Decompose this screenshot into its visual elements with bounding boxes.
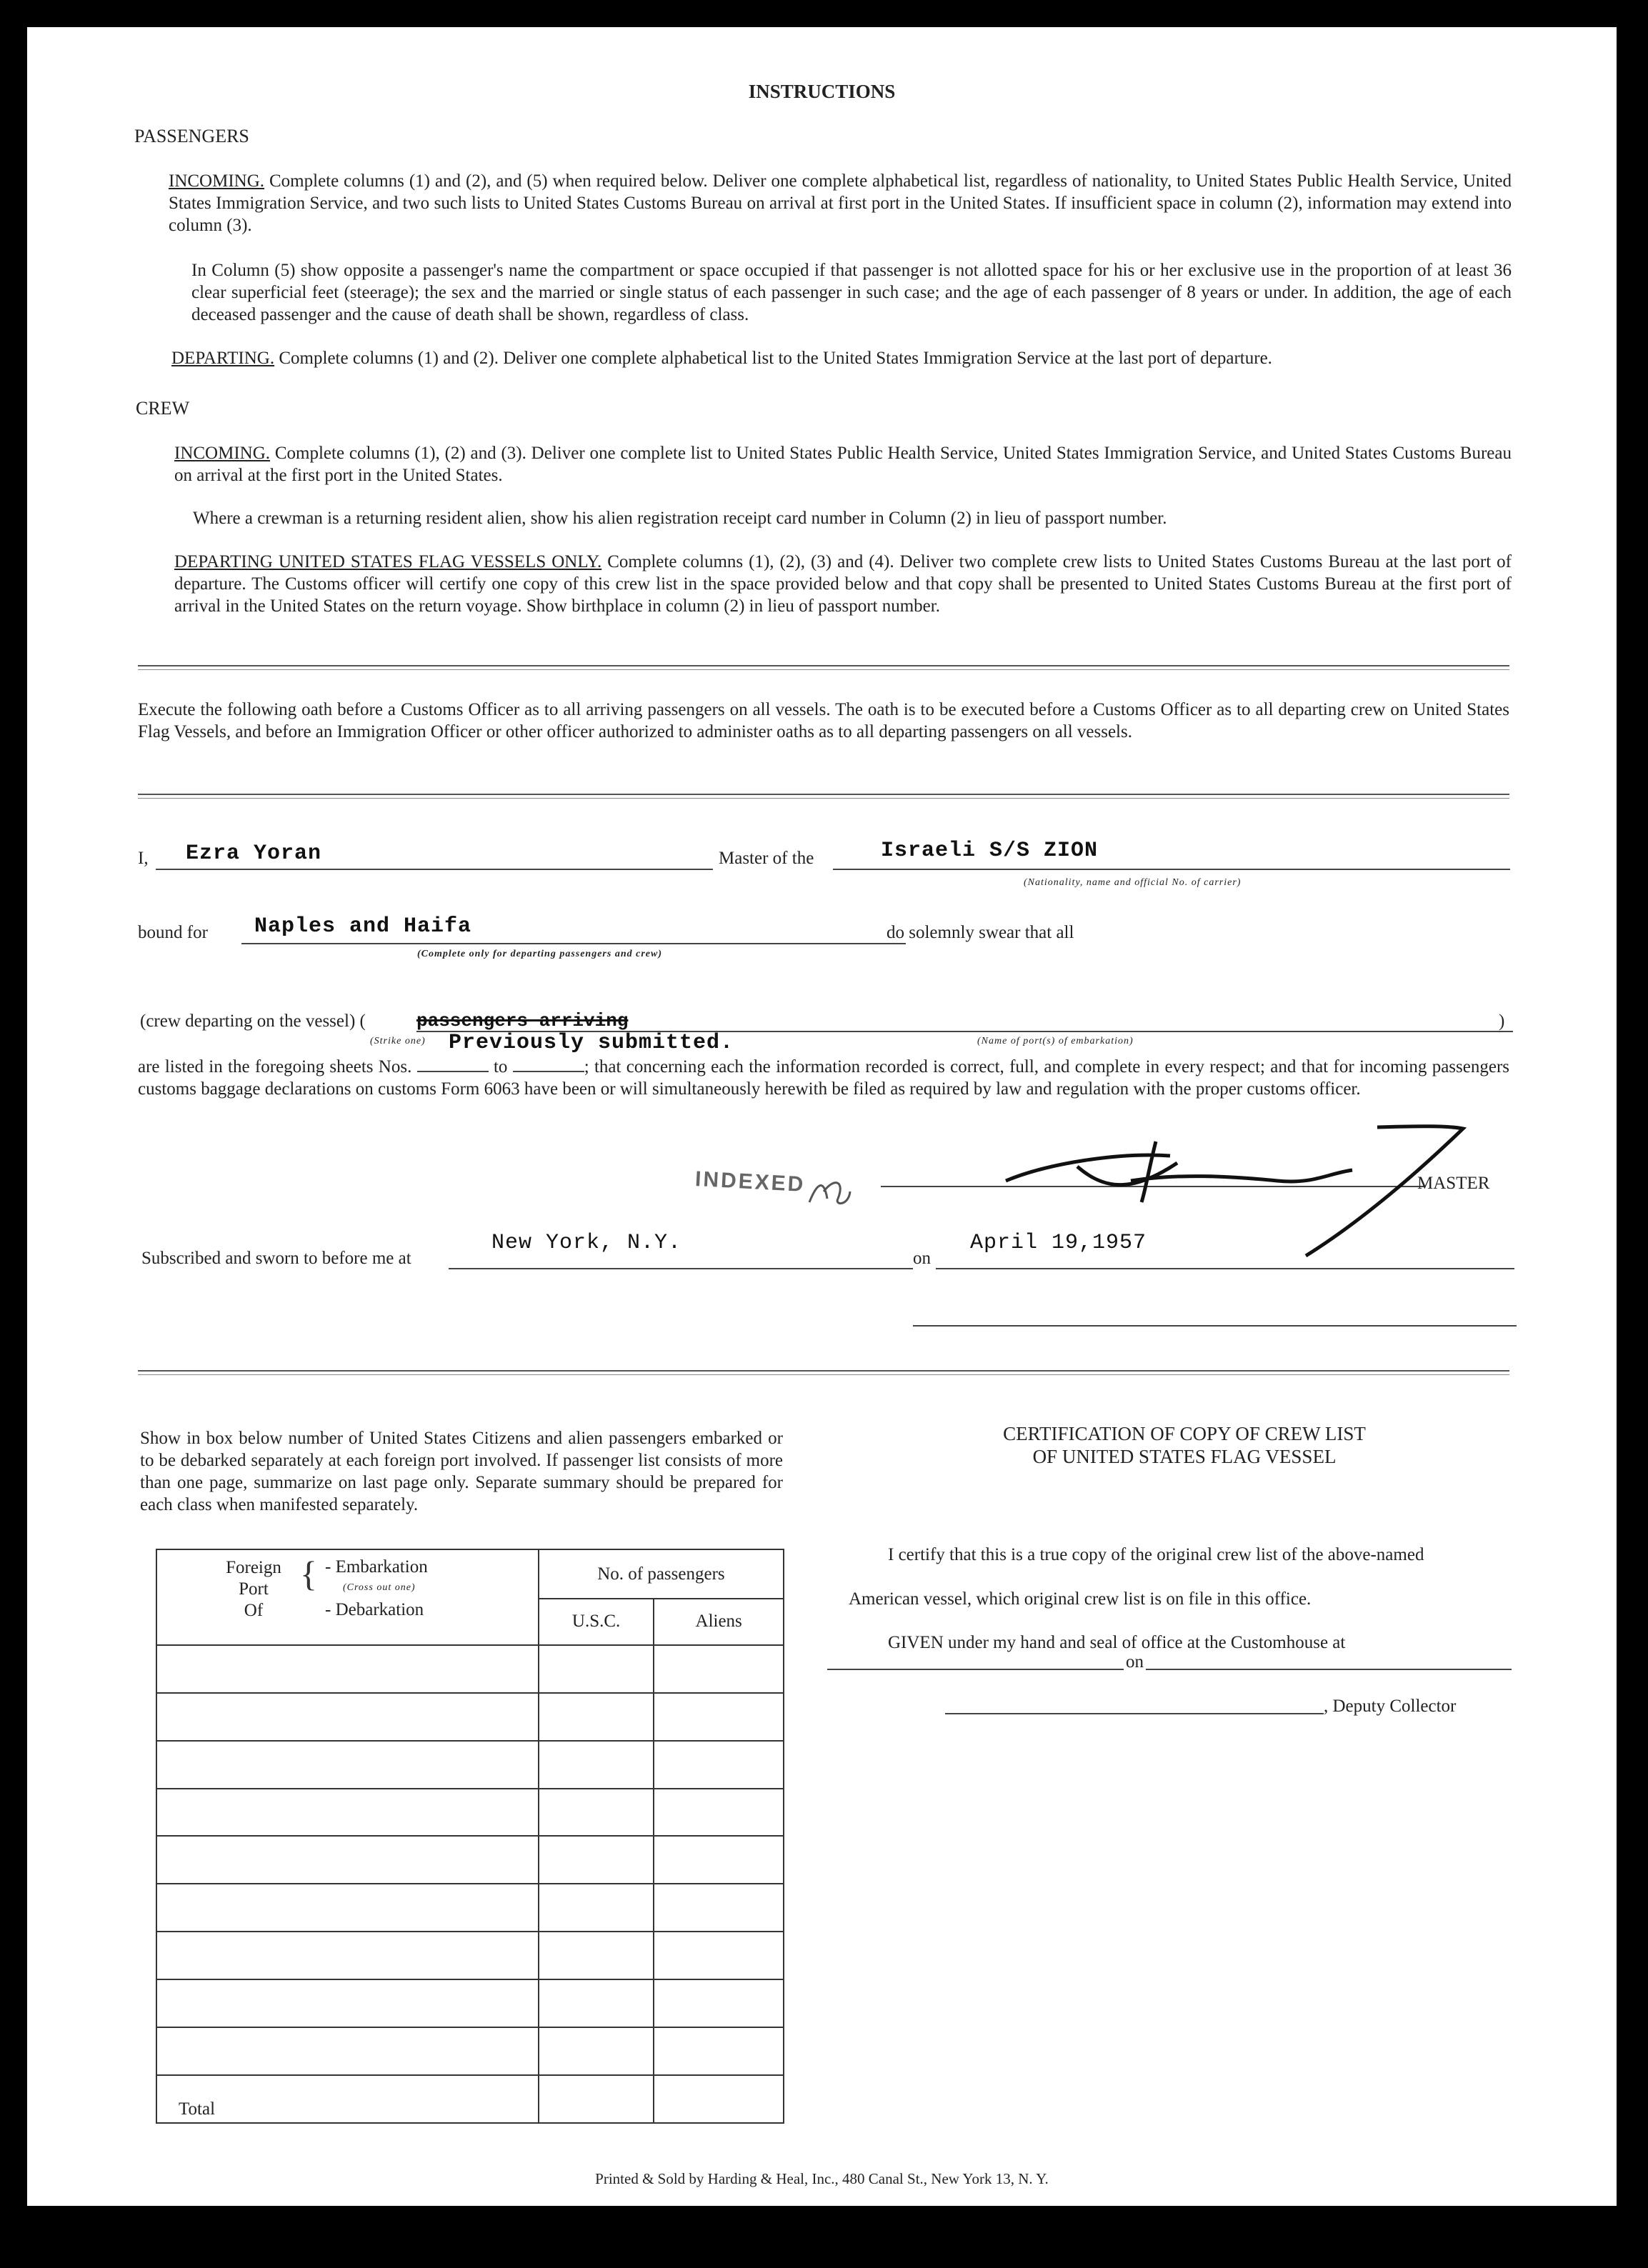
- vessel-caption: (Nationality, name and official No. of carrier): [1024, 877, 1242, 888]
- sheets-to-field: [513, 1071, 584, 1072]
- indexed-stamp: INDEXED: [694, 1167, 806, 1197]
- embarkation-label: - Embarkation: [325, 1557, 428, 1577]
- swear-label: do solemnly swear that all: [887, 923, 1074, 942]
- table-row: [156, 1741, 784, 1789]
- passengers-incoming-text: Complete columns (1) and (2), and (5) when required below. Deliver one complete alphabetical list, regardless of nationality, to United States Public Health Service, United States Immigration Service, and two such lists to United States Customs Bureau on arrival at first port in the United States. If insufficient space in column (2), information may extend into column (3).: [169, 171, 1512, 235]
- certification-title-1: CERTIFICATION OF COPY OF CREW LIST: [1003, 1423, 1366, 1444]
- i-label: I,: [138, 849, 149, 868]
- sworn-place: New York, N.Y.: [491, 1231, 682, 1255]
- deputy-signature-line: [945, 1713, 1324, 1714]
- table-row: [156, 1693, 784, 1741]
- cross-out-caption: (Cross out one): [343, 1582, 416, 1593]
- destination: Naples and Haifa: [254, 914, 472, 939]
- col-port-a: Foreign: [226, 1558, 281, 1577]
- passengers-departing-text: Complete columns (1) and (2). Deliver one complete alphabetical list to the United States Immigration Service at the last port of departure.: [279, 349, 1272, 368]
- close-paren: ): [1499, 1011, 1505, 1031]
- crew-incoming-paragraph: [174, 442, 1512, 486]
- passengers-departing-label: DEPARTING.: [171, 349, 275, 368]
- crew-heading: CREW: [136, 398, 190, 419]
- sworn-date-line: [936, 1268, 1514, 1269]
- destination-line: [241, 943, 906, 944]
- divider-line: [138, 1370, 1509, 1375]
- crew-departing-label: (crew departing on the vessel) (: [140, 1011, 366, 1031]
- listed-text-a: are listed in the foregoing sheets Nos.: [138, 1057, 412, 1076]
- destination-caption: (Complete only for departing passengers and crew): [417, 949, 662, 959]
- crew-flag-paragraph: [174, 551, 1512, 617]
- deputy-collector-label: , Deputy Collector: [1324, 1697, 1457, 1716]
- stamp-initials-icon: [806, 1170, 856, 1213]
- passengers-header: No. of passengers: [539, 1549, 784, 1599]
- port-header-cell: Foreign Port Of { - Embarkation (Cross out one) - Debarkation: [156, 1549, 539, 1645]
- form-sheet: [27, 27, 1617, 2206]
- table-row: [156, 1836, 784, 1884]
- oath-intro: Execute the following oath before a Customs Officer as to all arriving passengers on all vessels. The oath is to be executed before a Customs Officer as to all departing crew on United States Flag Vessels, and before an Immigration Officer or other officer authorized to administer oaths as to all departing passengers on all vessels.: [138, 700, 1509, 741]
- listed-text-b: ; that concerning each the information recorded is correct, full, and complete in every respect; and that for incoming passengers customs baggage declarations on customs Form 6063 have been or will simultaneously herewith be filed as required by law and regulation with the proper customs officer.: [138, 1057, 1509, 1099]
- table-row: [156, 1884, 784, 1932]
- total-label: Total: [156, 2075, 539, 2123]
- table-row: [156, 1645, 784, 1693]
- total-row: [156, 2075, 784, 2123]
- certification-on-label: on: [1126, 1652, 1144, 1672]
- master-of-label: Master of the: [719, 849, 814, 868]
- summary-instructions: Show in box below number of United States Citizens and alien passengers embarked or to be debarked separately at each foreign port involved. If passenger list consists of more than one page, summarize on last page only. Separate summary should be prepared for each class when manifested separately.: [140, 1429, 783, 1514]
- passengers-heading: PASSENGERS: [134, 126, 249, 146]
- table-row: [156, 1932, 784, 1979]
- certification-date-line: [1146, 1669, 1512, 1670]
- instructions-title: INSTRUCTIONS: [748, 81, 896, 102]
- certification-line-3: GIVEN under my hand and seal of office at the Customhouse at: [888, 1633, 1346, 1652]
- bound-for-label: bound for: [138, 923, 208, 942]
- table-row: [156, 1789, 784, 1837]
- master-name: Ezra Yoran: [186, 841, 322, 866]
- table-row: [156, 1979, 784, 2027]
- printer-footer: Printed & Sold by Harding & Heal, Inc., 480 Canal St., New York 13, N. Y.: [595, 2170, 1049, 2187]
- sworn-date: April 19,1957: [970, 1231, 1147, 1255]
- certification-title: [856, 1422, 1513, 1468]
- customhouse-line: [827, 1669, 1124, 1670]
- passengers-incoming-paragraph: [169, 170, 1512, 236]
- crew-flag-text: Complete columns (1), (2), (3) and (4). Deliver two complete crew lists to United States Customs Bureau at the last port of departure. The Customs officer will certify one copy of this crew list in the space provided below and that copy shall be presented to United States Customs Bureau at the first port of arrival in the United States on the return voyage. Show birthplace in column (2) in lieu of passport number.: [174, 552, 1512, 616]
- passengers-incoming-label: INCOMING.: [169, 171, 265, 191]
- certification-line-2: American vessel, which original crew list is on file in this office.: [849, 1589, 1312, 1609]
- certification-line-1: I certify that this is a true copy of the original crew list of the above-named: [888, 1545, 1424, 1564]
- divider-line: [138, 794, 1509, 799]
- master-label: MASTER: [1417, 1174, 1490, 1193]
- table-row: [156, 2027, 784, 2075]
- previously-submitted: Previously submitted.: [449, 1031, 734, 1055]
- struck-text: passengers arriving: [416, 1010, 629, 1031]
- vessel-line: [833, 869, 1510, 870]
- crew-flag-label: DEPARTING UNITED STATES FLAG VESSELS ONLY.: [174, 552, 602, 571]
- crew-incoming-text: Complete columns (1), (2) and (3). Deliver one complete list to United States Public Health Service, United States Immigration Service, and United States Customs Bureau on arrival at the first port in the United States.: [174, 444, 1512, 485]
- divider-line: [138, 665, 1509, 670]
- col-port-c: Of: [244, 1601, 264, 1620]
- col-port-b: Port: [239, 1579, 269, 1599]
- sworn-label: Subscribed and sworn to before me at: [141, 1249, 411, 1268]
- strike-caption: (Strike one): [370, 1036, 426, 1046]
- officer-signature-line: [913, 1325, 1517, 1327]
- aliens-header: Aliens: [654, 1599, 784, 1645]
- vessel-name: Israeli S/S ZION: [881, 839, 1099, 863]
- sworn-on-label: on: [913, 1249, 931, 1268]
- master-name-line: [156, 869, 713, 870]
- sheets-from-field: [417, 1071, 489, 1072]
- usc-header: U.S.C.: [539, 1599, 654, 1645]
- crew-incoming-label: INCOMING.: [174, 444, 271, 463]
- crew-resident-paragraph: Where a crewman is a returning resident alien, show his alien registration receipt card number in Column (2) in lieu of passport number.: [193, 509, 1167, 528]
- passengers-departing-paragraph: [171, 347, 1512, 369]
- ports-caption: (Name of port(s) of embarkation): [977, 1036, 1134, 1046]
- listed-to: to: [493, 1057, 508, 1076]
- passenger-summary-table: [156, 1549, 784, 2124]
- listed-paragraph: [138, 1056, 1509, 1100]
- certification-title-2: OF UNITED STATES FLAG VESSEL: [1032, 1446, 1337, 1467]
- debarkation-label: - Debarkation: [325, 1600, 424, 1619]
- sworn-place-line: [449, 1268, 913, 1269]
- passengers-column5-paragraph: In Column (5) show opposite a passenger's name the compartment or space occupied if that passenger is not allotted space for his or her exclusive use in the proportion of at least 36 clear superficial feet (steerage); the sex and the married or single status of each passenger in such case; and the age of each passenger of 8 years or under. In addition, the age of each deceased passenger and the cause of death shall be shown, regardless of class.: [191, 261, 1512, 324]
